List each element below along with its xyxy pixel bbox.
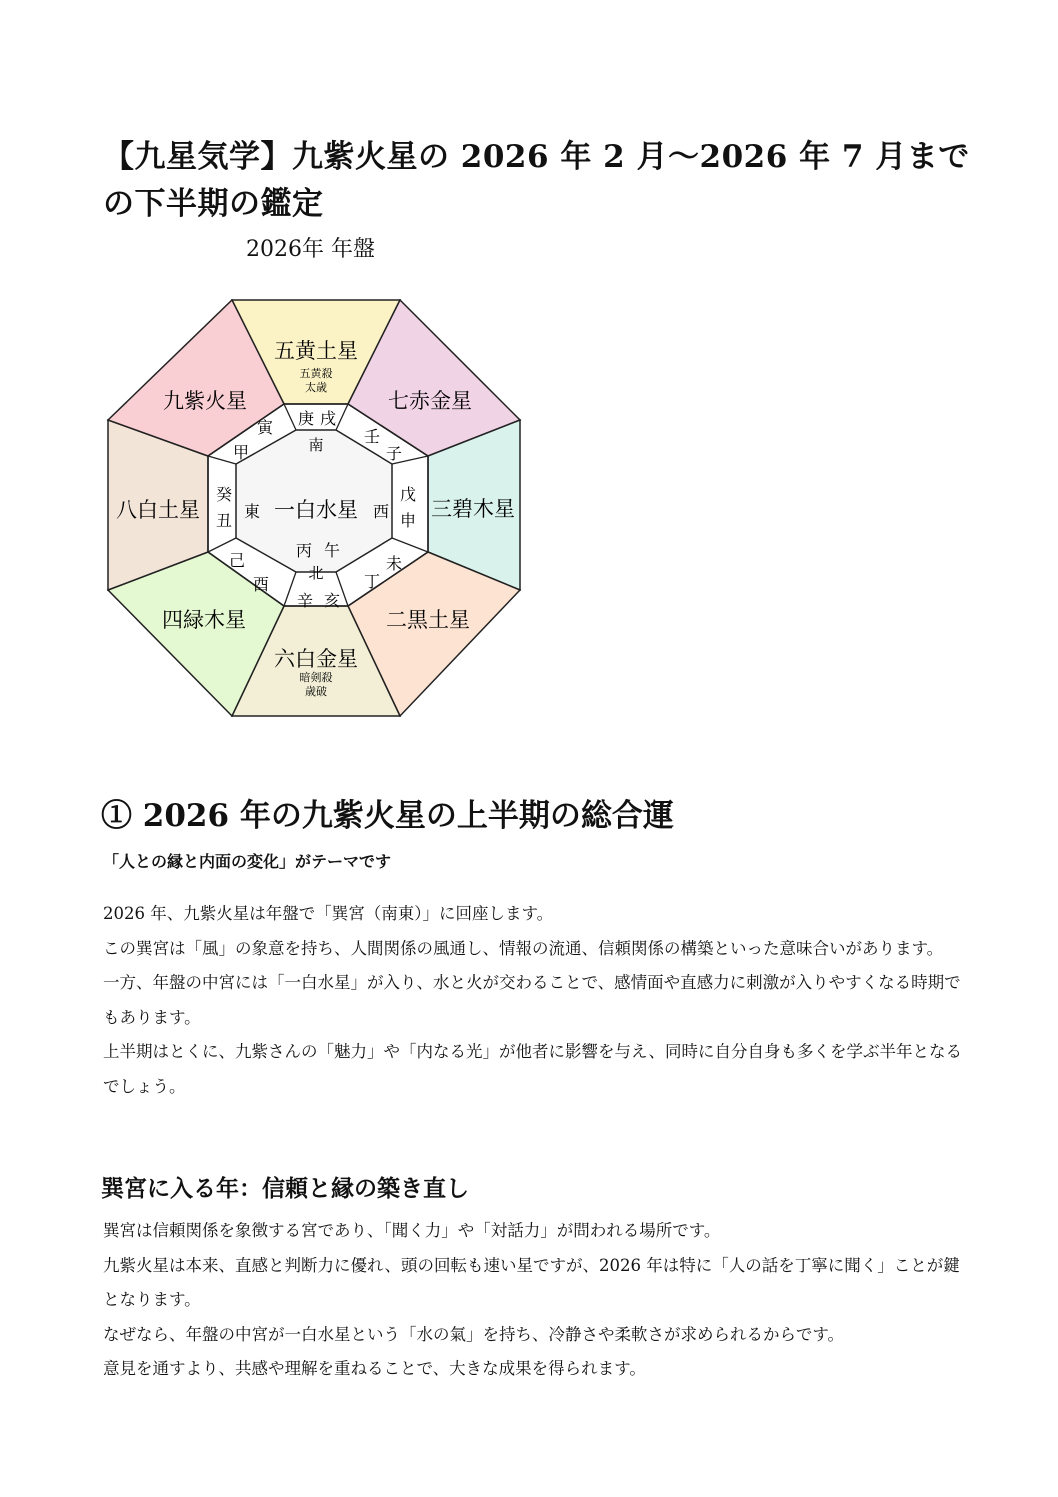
star-bottom-left: 四緑木星 (162, 608, 246, 632)
ring-bottom-right-b: 丁 (363, 572, 381, 591)
ring-bottom-left-a: 己 (228, 551, 246, 570)
dir-south: 南 (308, 436, 324, 454)
star-left: 八白土星 (116, 498, 200, 522)
star-right: 三碧木星 (431, 497, 515, 521)
section1-heading: ① 2026 年の九紫火星の上半期の総合運 (101, 798, 674, 834)
ring-bottom-right-a: 未 (385, 554, 403, 573)
section2-body (103, 1214, 963, 1387)
note-bottom-2: 歳破 (305, 685, 327, 698)
section1-body (103, 897, 963, 1104)
dir-north: 北 (308, 564, 324, 582)
section1-paragraph: 2026 年、九紫火星は年盤で「巽宮（南東）」に回座します。 (103, 904, 554, 923)
ring-left-b: 丑 (215, 511, 233, 530)
section2-paragraph: 九紫火星は本来、直感と判断力に優れ、頭の回転も速い星ですが、2026 年は特に「人の話を丁寧に聞く」ことが鍵となります。 (103, 1255, 960, 1309)
ring-top-left-a: 寅 (256, 418, 274, 437)
section2-paragraph: 意見を通すより、共感や理解を重ねることで、大きな成果を得られます。 (103, 1359, 646, 1378)
ring-top-right-b: 子 (385, 444, 403, 463)
ring-right-b: 申 (399, 511, 417, 530)
dir-east: 東 (243, 502, 261, 521)
dir-west: 西 (372, 502, 390, 521)
star-top-left: 九紫火星 (163, 389, 247, 413)
section1-paragraph: この巽宮は「風」の象意を持ち、人間関係の風通し、情報の流通、信頼関係の構築といった意味合いがあります。 (103, 938, 944, 958)
section2-heading: 巽宮に入る年：信頼と縁の築き直し (101, 1175, 469, 1202)
ring-bottom-b: 亥 (323, 591, 341, 610)
section1-theme: 「人との縁と内面の変化」がテーマです (103, 852, 392, 871)
note-top-1: 五黄殺 (299, 367, 333, 380)
ring-bottom-left-b: 酉 (252, 575, 270, 594)
nine-star-chart (100, 290, 540, 730)
star-bottom-right: 二黒土星 (386, 608, 470, 632)
page-title: 【九星気学】九紫火星の 2026 年 2 月～2026 年 7 月までの下半期の鑑定 (103, 139, 970, 222)
star-bottom: 六白金星 (274, 647, 358, 671)
ring-top-left-b: 甲 (232, 443, 250, 462)
section1-paragraph: 一方、年盤の中宮には「一白水星」が入り、水と火が交わることで、感情面や直感力に刺激が入りやすくなる時期でもあります。 (103, 973, 961, 1027)
note-top-2: 太歳 (305, 381, 327, 394)
ring-right-a: 戊 (399, 485, 417, 504)
ring-top-b: 戌 (319, 409, 337, 428)
section1-paragraph: 上半期はとくに、九紫さんの「魅力」や「内なる光」が他者に影響を与え、同時に自分自身も多くを学ぶ半年となるでしょう。 (103, 1042, 962, 1096)
ring-left-a: 癸 (215, 485, 233, 504)
chart-caption: 2026年 年盤 (246, 237, 375, 262)
section2-paragraph: 巽宮は信頼関係を象徴する宮であり、「聞く力」や「対話力」が問われる場所です。 (103, 1221, 721, 1240)
star-top-right: 七赤金星 (388, 389, 472, 413)
ring-top-a: 庚 (297, 409, 315, 428)
ring-bottom-d: 午 (323, 541, 341, 560)
star-top: 五黄土星 (274, 339, 358, 363)
ring-top-right-a: 壬 (363, 427, 381, 446)
ring-bottom-c: 丙 (295, 541, 313, 560)
ring-bottom-a: 辛 (296, 591, 314, 610)
center-star: 一白水星 (274, 498, 358, 522)
note-bottom-1: 暗剣殺 (299, 671, 333, 684)
section2-paragraph: なぜなら、年盤の中宮が一白水星という「水の氣」を持ち、冷静さや柔軟さが求められるからです。 (103, 1324, 845, 1344)
